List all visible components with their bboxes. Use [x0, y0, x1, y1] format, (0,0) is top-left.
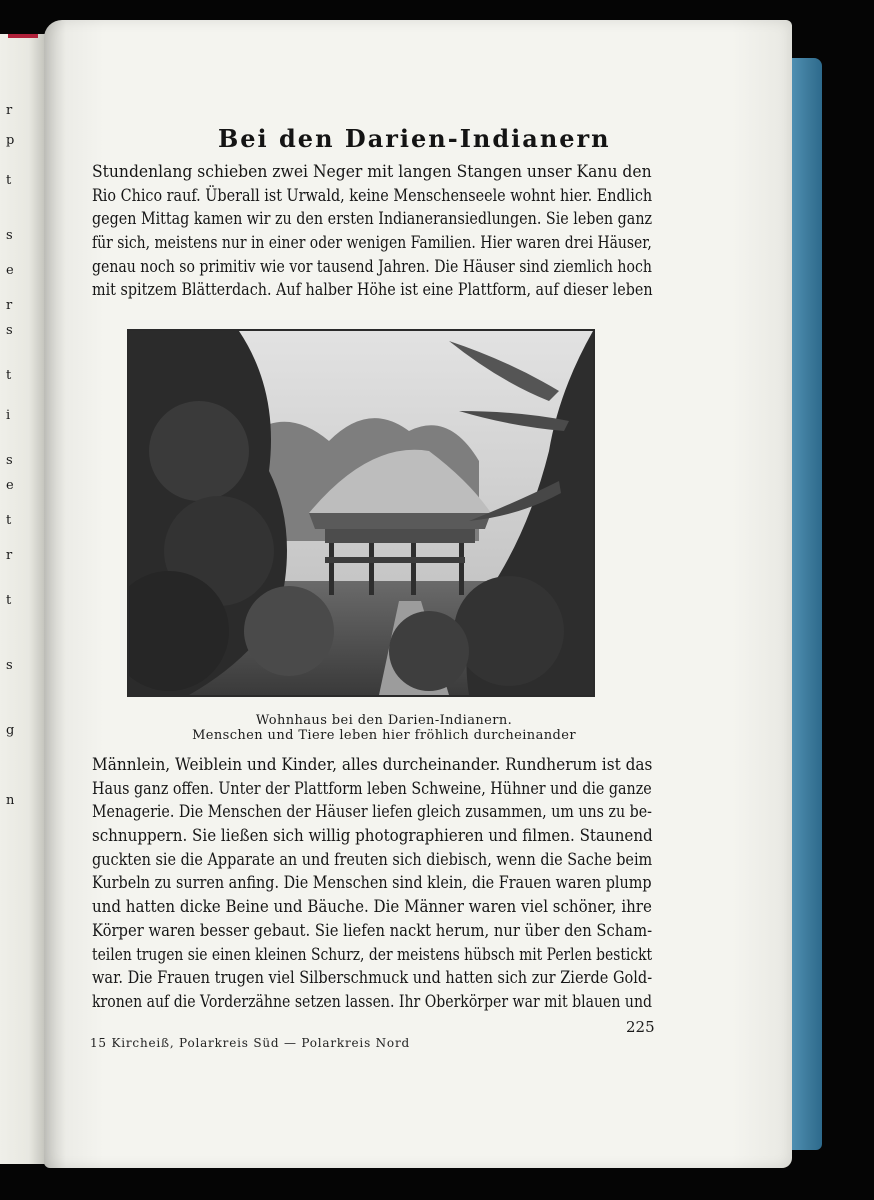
left-page-letter: p [6, 133, 15, 148]
left-page-fragment [0, 34, 48, 1164]
photo-caption [184, 713, 584, 743]
signature-footer: 15 Kircheiß, Polarkreis Süd — Polarkreis Nord [90, 1036, 410, 1050]
paragraph-2 [92, 753, 652, 1014]
text-line: guckten sie die Apparate an und freuten sich diebisch, wenn die Sache beim [92, 849, 653, 869]
text-line: Rio Chico rauf. Überall ist Urwald, keine Menschenseele wohnt hier. Endlich [92, 185, 653, 205]
left-page-letter: i [6, 408, 11, 423]
chapter-heading: Bei den Darien-Indianern [218, 124, 611, 153]
text-line: mit spitzem Blätterdach. Auf halber Höhe ist eine Plattform, auf dieser leben [92, 280, 653, 300]
left-page-letter: s [6, 453, 13, 468]
text-line: Menagerie. Die Menschen der Häuser liefen gleich zusammen, um uns zu be- [92, 802, 652, 822]
caption-line: Wohnhaus bei den Darien-Indianern. [255, 713, 513, 728]
left-page-letter: n [6, 793, 15, 808]
left-page-letter: r [6, 103, 13, 118]
hut-photograph [127, 329, 595, 697]
text-line: gegen Mittag kamen wir zu den ersten Indianeransiedlungen. Sie leben ganz [92, 209, 653, 229]
left-page-letter: s [6, 228, 13, 243]
text-line: Kurbeln zu surren anfing. Die Menschen sind klein, die Frauen waren plump [92, 873, 652, 893]
caption-line: Menschen und Tiere leben hier fröhlich durcheinander [192, 728, 576, 743]
bookmark-ribbon [8, 34, 38, 38]
left-page-letter: e [6, 263, 14, 278]
left-page-letter: e [6, 478, 14, 493]
left-page-letter: g [6, 723, 15, 738]
text-line: Stundenlang schieben zwei Neger mit langen Stangen unser Kanu den [92, 162, 652, 181]
text-line: schnuppern. Sie ließen sich willig photographieren und filmen. Staunend [92, 826, 653, 846]
left-page-letter: s [6, 658, 13, 673]
page-number: 225 [626, 1018, 655, 1036]
left-page-letter: r [6, 548, 13, 563]
text-line: war. Die Frauen trugen viel Silberschmuck und hatten sich zur Zierde Gold- [92, 968, 653, 988]
text-line: Haus ganz offen. Unter der Plattform leben Schweine, Hühner und die ganze [92, 778, 652, 798]
text-line: und hatten dicke Beine und Bäuche. Die Männer waren viel schöner, ihre [92, 897, 652, 917]
paragraph-1 [92, 160, 652, 302]
text-line: genau noch so primitiv wie vor tausend Jahren. Die Häuser sind ziemlich hoch [92, 256, 652, 276]
left-page-letter: t [6, 593, 12, 608]
text-line: Männlein, Weiblein und Kinder, alles durcheinander. Rundherum ist das [92, 755, 653, 774]
left-page-letter: t [6, 513, 12, 528]
left-page-letter: t [6, 368, 12, 383]
text-line: für sich, meistens nur in einer oder wenigen Familien. Hier waren drei Häuser, [92, 233, 652, 253]
text-line: Körper waren besser gebaut. Sie liefen nackt herum, nur über den Scham- [92, 920, 653, 940]
text-line: kronen auf die Vorderzähne setzen lassen. Ihr Oberkörper war mit blauen und [92, 991, 653, 1011]
book-cover-edge [792, 58, 822, 1150]
left-page-letter: r [6, 298, 13, 313]
left-page-letter: s [6, 323, 13, 338]
left-page-letter: t [6, 173, 12, 188]
text-line: teilen trugen sie einen kleinen Schurz, der meistens hübsch mit Perlen bestickt [92, 944, 653, 964]
hut-photo-image [129, 331, 593, 695]
